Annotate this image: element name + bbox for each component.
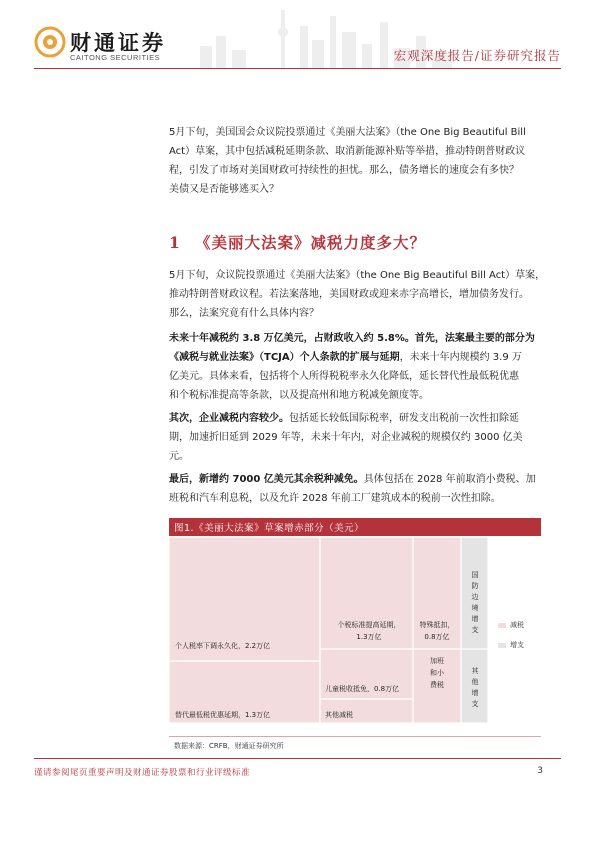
paragraph-1 — [169, 266, 552, 323]
p2-bold-line: 未来十年减税约 3.8 万亿美元，占财政收入约 5.8%。首先，法案最主要的部分为 — [169, 333, 535, 344]
treemap-cell-label: 其他增支 — [471, 667, 479, 708]
treemap-cell-label: 加班和小费税 — [430, 657, 444, 689]
treemap-cell-label: 其他减税 — [325, 711, 353, 719]
section-heading — [169, 231, 426, 253]
figure-source: 数据来源：CRFB，财通证券研究所 — [174, 742, 284, 750]
intro-line: 美债又是否能够逃买入？ — [169, 184, 279, 195]
paragraph-2 — [169, 329, 552, 405]
section-title: 《美丽大法案》减税力度多大？ — [195, 233, 427, 252]
p2-line: 和个税标准提高等条款，以及提高州和地方税减免额度等。 — [169, 390, 429, 401]
p4-text-span: 具体包括在 2028 年前取消小费税、加 — [363, 474, 536, 485]
intro-line: 5月下旬，美国国会众议院投票通过《美丽大法案》（the One Big Beautiful Bill — [169, 127, 526, 138]
treemap-cell-label: 国防边境增支 — [471, 571, 479, 634]
intro-line: Act）草案，其中包括减税延期条款、取消新能源补贴等举措，推动特朗普财政议 — [169, 146, 526, 157]
treemap-cell — [461, 649, 488, 723]
logo-chinese: 财通证券 — [70, 30, 166, 55]
treemap-cell-label: 个税标准提高延期， 1.3万亿 — [337, 621, 401, 641]
p2-text-span: ，未来十年内规模约 3.9 万 — [399, 352, 522, 363]
treemap-cell-label: 特殊抵扣， 0.8万亿 — [419, 621, 455, 641]
header-divider — [34, 68, 561, 69]
paragraph-4 — [169, 470, 552, 508]
paragraph-3 — [169, 409, 552, 466]
treemap-chart — [169, 537, 541, 727]
treemap-cell-label: 儿童税收抵免，0.8万亿 — [325, 685, 400, 693]
figure-bottom-rule — [169, 736, 541, 737]
p4-bold-span: 最后，新增约 7000 亿美元其余税种减免。 — [169, 474, 364, 485]
footer-disclaimer: 谨请参阅尾页重要声明及财通证券股票和行业评级标准 — [34, 768, 251, 778]
p3-line: 元。 — [169, 451, 189, 462]
caitong-logo-icon — [34, 26, 66, 58]
legend-label-tax-cut: 减税 — [510, 621, 524, 629]
footer-divider — [34, 758, 561, 759]
p2-bold-span: 《减税与就业法案》（TCJA）个人条款的扩展与延期 — [169, 352, 400, 363]
p1-line: 5月下旬，众议院投票通过《美丽大法案》（the One Big Beautiful Bill Act）草案， — [169, 270, 546, 281]
treemap-cell-label: 替代最低税优惠延期，1.3万亿 — [175, 711, 271, 719]
p4-line: 班税和汽车利息税，以及允许 2028 年前工厂建筑成本的税前一次性扣除。 — [169, 493, 501, 504]
logo-english: CAITONG SECURITIES — [70, 53, 161, 62]
p1-line: 那么，法案究竟有什么具体内容？ — [169, 308, 319, 319]
treemap-cell-label: 个人税率下调永久化，2.2万亿 — [175, 642, 271, 650]
figure-title: 图1.《美丽大法案》草案增赤部分（美元） — [174, 523, 365, 534]
legend-label-spending: 增支 — [510, 641, 524, 649]
page-number: 3 — [537, 766, 543, 776]
p3-bold-span: 其次，企业减税内容较少。 — [169, 413, 289, 424]
intro-paragraph — [169, 123, 552, 199]
legend-swatch-tax-cut — [498, 623, 506, 628]
p1-line: 推动特朗普财政议程。若法案落地，美国财政或迎来赤字高增长，增加债务发行。 — [169, 289, 529, 300]
section-number: 1 — [169, 233, 181, 252]
p2-line: 亿美元。具体来看，包括将个人所得税税率永久化降低，延长替代性最低税优惠 — [169, 371, 519, 382]
p3-line: 期，加速折旧延到 2029 年等，未来十年内，对企业减税的规模仅约 3000 亿美 — [169, 432, 523, 443]
p3-text-span: 包括延长较低国际税率，研发支出税前一次性扣除延 — [289, 413, 519, 424]
legend-swatch-spending — [498, 643, 506, 648]
intro-line: 程，引发了市场对美国财政可持续性的担忧。那么，债务增长的速度会有多快？ — [169, 165, 519, 176]
report-type-label: 宏观深度报告/证券研究报告 — [393, 48, 561, 63]
